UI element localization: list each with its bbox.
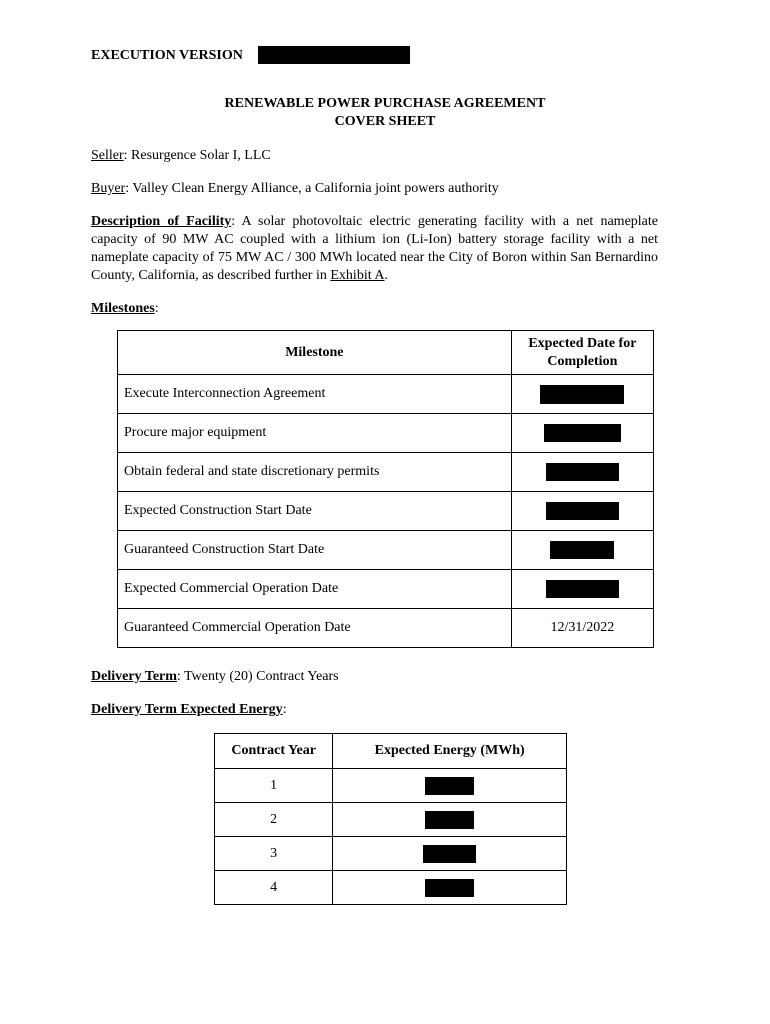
agreement-subtitle: COVER SHEET xyxy=(334,114,436,129)
table-header-row xyxy=(215,734,567,769)
contract-year-column-header: Contract Year xyxy=(215,734,333,769)
buyer-label: Buyer xyxy=(91,181,126,196)
delivery-term-label: Delivery Term xyxy=(91,669,177,684)
table-row xyxy=(118,414,654,453)
table-row xyxy=(215,837,567,871)
milestones-colon: : xyxy=(154,301,159,316)
expected-energy-column-header: Expected Energy (MWh) xyxy=(333,734,567,769)
expected-date-column-header: Expected Date for Completion xyxy=(511,331,653,375)
milestones-label: Milestones xyxy=(91,301,155,316)
milestone-name: Expected Construction Start Date xyxy=(118,492,512,531)
execution-version-label: EXECUTION VERSION xyxy=(91,48,243,63)
expected-energy-table xyxy=(214,733,567,905)
expected-energy-label: Delivery Term Expected Energy xyxy=(91,702,283,717)
buyer-value: : Valley Clean Energy Alliance, a California joint powers authority xyxy=(125,181,499,196)
milestone-column-header: Milestone xyxy=(118,331,512,375)
agreement-title: RENEWABLE POWER PURCHASE AGREEMENT xyxy=(224,96,546,111)
table-row xyxy=(118,492,654,531)
facility-text: : A solar photovoltaic electric generating facility with a net nameplate capacity of 90 MW AC coupled with a lithium ion (Li-Ion) battery storage facility with a net nameplate capacity of 75 MW AC / 300 MWh located near the City of Boron within San Bernardino County, California, as described further in xyxy=(91,214,658,283)
buyer-line xyxy=(91,180,658,198)
seller-label: Seller xyxy=(91,148,124,163)
seller-value: : Resurgence Solar I, LLC xyxy=(123,148,271,163)
milestones-table xyxy=(117,330,654,648)
table-row xyxy=(215,803,567,837)
milestone-name: Obtain federal and state discretionary permits xyxy=(118,453,512,492)
redaction-bar xyxy=(546,463,619,481)
seller-line xyxy=(91,147,658,165)
facility-description xyxy=(91,213,658,285)
milestone-date xyxy=(511,531,653,570)
table-row xyxy=(215,769,567,803)
expected-energy-value xyxy=(333,871,567,905)
contract-year: 2 xyxy=(215,803,333,837)
expected-energy-heading xyxy=(91,701,658,719)
expected-energy-value xyxy=(333,837,567,871)
table-row xyxy=(118,453,654,492)
milestone-date xyxy=(511,570,653,609)
delivery-term-line xyxy=(91,668,658,686)
redaction-bar xyxy=(258,46,410,64)
table-row xyxy=(118,375,654,414)
milestone-date: 12/31/2022 xyxy=(511,609,653,648)
milestone-name: Expected Commercial Operation Date xyxy=(118,570,512,609)
expected-energy-colon: : xyxy=(282,702,287,717)
milestone-date xyxy=(511,492,653,531)
facility-text-end: . xyxy=(384,268,388,283)
milestone-name: Guaranteed Construction Start Date xyxy=(118,531,512,570)
table-row xyxy=(118,609,654,648)
milestone-date xyxy=(511,414,653,453)
milestone-name: Procure major equipment xyxy=(118,414,512,453)
table-row xyxy=(118,531,654,570)
redaction-bar xyxy=(546,580,619,598)
redaction-bar xyxy=(546,502,619,520)
contract-year: 3 xyxy=(215,837,333,871)
redaction-bar xyxy=(550,541,614,559)
milestone-date xyxy=(511,453,653,492)
table-row xyxy=(215,871,567,905)
redaction-bar xyxy=(425,777,474,795)
redaction-bar xyxy=(425,879,474,897)
delivery-term-value: : Twenty (20) Contract Years xyxy=(176,669,339,684)
contract-year: 1 xyxy=(215,769,333,803)
table-header-row xyxy=(118,331,654,375)
milestone-name: Execute Interconnection Agreement xyxy=(118,375,512,414)
exhibit-a-link[interactable]: Exhibit A xyxy=(330,268,385,283)
expected-energy-value xyxy=(333,803,567,837)
redaction-bar xyxy=(423,845,476,863)
milestone-name: Guaranteed Commercial Operation Date xyxy=(118,609,512,648)
table-row xyxy=(118,570,654,609)
contract-year: 4 xyxy=(215,871,333,905)
redaction-bar xyxy=(544,424,621,442)
redaction-bar xyxy=(425,811,474,829)
expected-energy-value xyxy=(333,769,567,803)
milestone-date xyxy=(511,375,653,414)
redaction-bar xyxy=(540,385,624,404)
facility-label: Description of Facility xyxy=(91,214,232,229)
milestones-heading xyxy=(91,300,658,318)
